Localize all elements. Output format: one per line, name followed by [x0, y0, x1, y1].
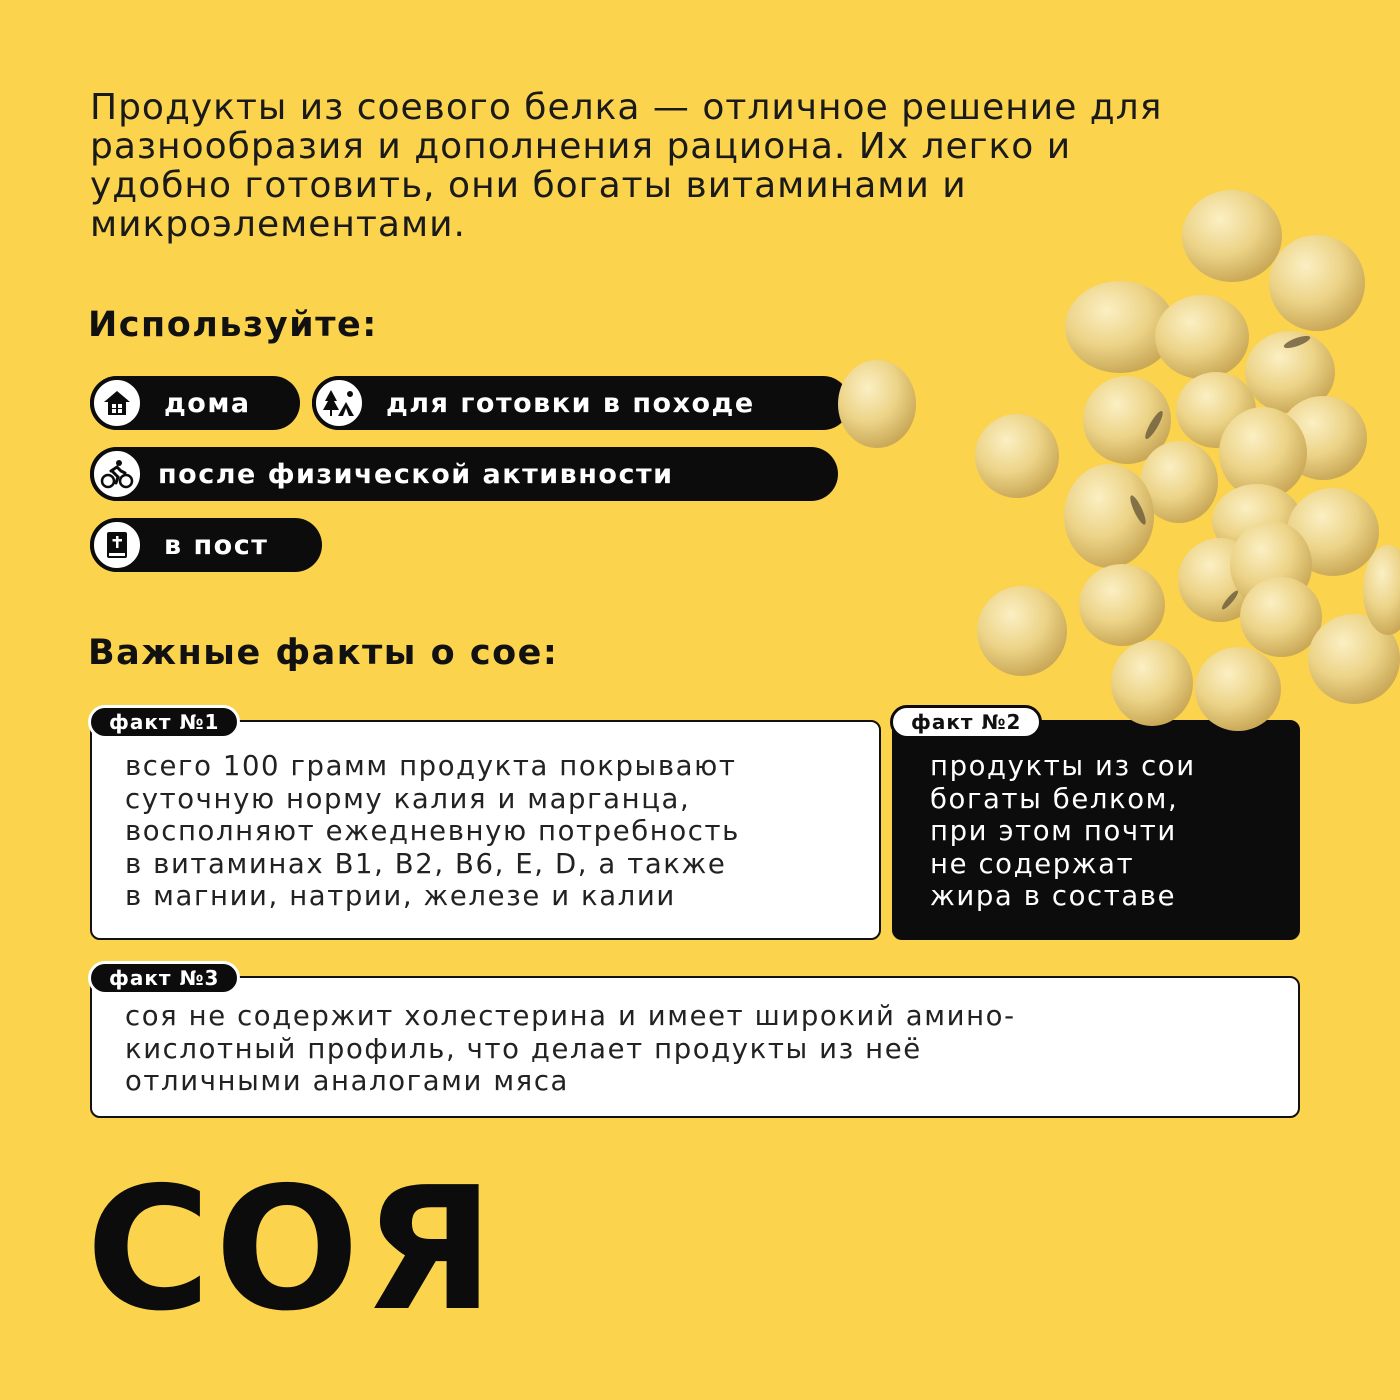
use-label-home: дома: [164, 387, 251, 419]
use-pill-fast: [90, 518, 322, 572]
fact-card-3: [90, 966, 1300, 1118]
fact-tag-1: факт №1: [88, 705, 240, 739]
fact-tag-2: факт №2: [890, 705, 1042, 739]
fact-text-3: соя не содержит холестерина и имеет широкий амино- кислотный профиль, что делает продукты из неё отличными аналогами мяса: [125, 1000, 1016, 1097]
use-label-hike: для готовки в походе: [386, 387, 755, 419]
cyclist-icon: [90, 447, 144, 501]
house-icon: [90, 376, 144, 430]
use-label-fast: в пост: [164, 529, 269, 561]
use-label-sport: после физической активности: [158, 458, 674, 490]
use-heading: Используйте:: [88, 305, 378, 345]
fact-text-1: всего 100 грамм продукта покрывают суточную норму калия и марганца, восполняют ежедневную потребность в витаминах B1, B2, B6, E, D, а также в магнии, натрии, железе и калии: [125, 750, 740, 912]
bible-icon: [90, 518, 144, 572]
use-pill-sport: [90, 447, 838, 501]
facts-heading: Важные факты о сое:: [88, 633, 559, 673]
camping-tent-icon: [312, 376, 366, 430]
use-pill-hike: [312, 376, 850, 430]
intro-text: Продукты из соевого белка — отличное решение для разнообразия и дополнения рациона. Их легко и удобно готовить, они богаты витаминами и микроэлементами.: [90, 87, 1163, 245]
fact-tag-3: факт №3: [88, 961, 240, 995]
title-soy: СОЯ: [86, 1151, 499, 1349]
fact-card-2: [892, 710, 1300, 940]
fact-card-1: [90, 710, 881, 940]
use-pill-home: [90, 376, 300, 430]
fact-text-2: продукты из сои богаты белком, при этом почти не содержат жира в составе: [930, 750, 1196, 912]
